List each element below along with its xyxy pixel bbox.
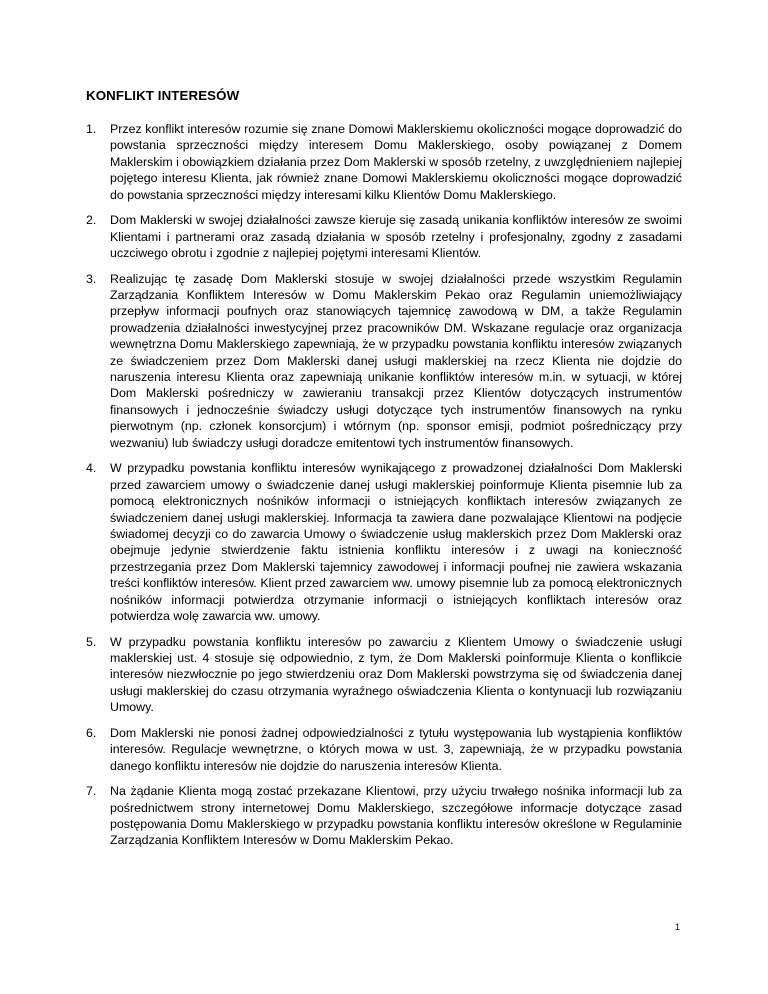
item-text: Przez konflikt interesów rozumie się znane Domowi Maklerskiemu okoliczności mogące doprowadzić do powstania sprzeczności między interesem Domu Maklerskiego, osoby powiązanej z Domem Maklerskim i obowiązkiem działania przez Dom Maklerski w sposób rzetelny, z uwzględnieniem najlepiej pojętego interesu Klienta, jak również znane Domowi Maklerskiemu okoliczności mogące doprowadzić do powstania sprzeczności między interesami kilku Klientów Domu Maklerskiego. xyxy=(110,122,682,202)
item-text: Realizując tę zasadę Dom Maklerski stosuje w swojej działalności przede wszystkim Regulamin Zarządzania Konfliktem Interesów w Domu Maklerskim Pekao oraz Regulamin uniemożliwiający przepływ informacji poufnych oraz stanowiących tajemnicę zawodową w DM, a także Regulamin prowadzenia działalności inwestycyjnej przez pracowników DM. Wskazane regulacje oraz organizacja wewnętrzna Domu Maklerskiego zapewniają, że w przypadku powstania konfliktu interesów związanych ze świadczeniem przez Dom Maklerski danej usługi maklerskiej na rzecz Klienta nie dojdzie do naruszenia interesu Klienta oraz zapewniają unikanie konfliktów interesów m.in. w sytuacji, w której Dom Maklerski pośredniczy w zawieraniu transakcji przez Klientów dotyczących instrumentów finansowych i jednocześnie świadczy usługi dotyczące tych instrumentów finansowych na rynku pierwotnym (np. członek konsorcjum) i wtórnym (np. sponsor emisji, podmiot pośredniczący przy wezwaniu) lub świadczy usługi doradcze emitentowi tych instrumentów finansowych. xyxy=(110,271,682,450)
list-item xyxy=(86,783,682,849)
item-number: 5. xyxy=(86,634,97,649)
item-text: Dom Maklerski w swojej działalności zawsze kieruje się zasadą unikania konfliktów interesów ze swoimi Klientami i partnerami oraz zasadą działania w sposób rzetelny i profesjonalny, zgodny z zasadami uczciwego obrotu i zgodnie z najlepiej pojętymi interesami Klientów. xyxy=(110,213,682,261)
numbered-list xyxy=(86,121,682,858)
item-text: Dom Maklerski nie ponosi żadnej odpowiedzialności z tytułu występowania lub wystąpienia konfliktów interesów. Regulacje wewnętrzne, o których mowa w ust. 3, zapewniają, że w przypadku powstania danego konfliktu interesów nie dojdzie do naruszenia interesów Klienta. xyxy=(110,725,682,773)
item-number: 7. xyxy=(86,784,97,799)
list-item xyxy=(86,271,682,451)
document-title: KONFLIKT INTERESÓW xyxy=(86,88,240,103)
item-number: 1. xyxy=(86,122,97,136)
item-number: 2. xyxy=(86,213,97,228)
item-number: 4. xyxy=(86,461,97,476)
item-text: W przypadku powstania konfliktu interesów po zawarciu z Klientem Umowy o świadczenie usługi maklerskiej ust. 4 stosuje się odpowiednio, z tym, że Dom Maklerski poinformuje Klienta o konflikcie interesów niezwłocznie po jego stwierdzeniu oraz Dom Maklerski powstrzyma się od świadczenia danej usługi maklerskiej do czasu otrzymania wyraźnego oświadczenia Klienta o kontynuacji lub rozwiązaniu Umowy. xyxy=(110,634,682,715)
item-number: 6. xyxy=(86,725,97,740)
list-item xyxy=(86,634,682,716)
item-text: W przypadku powstania konfliktu interesów wynikającego z prowadzonej działalności Dom Maklerski przed zawarciem umowy o świadczenie danej usługi maklerskiej poinformuje Klienta pisemnie lub za pomocą elektronicznych nośników informacji o istniejących konfliktach interesów związanych ze świadczeniem danej usługi maklerskiej. Informacja ta zawiera dane pozwalające Klientowi na podjęcie świadomej decyzji co do zawarcia Umowy o świadczenie usług maklerskich przez Dom Maklerski oraz obejmuje jedynie stwierdzenie faktu istnienia konfliktu interesów i z uwagi na konieczność przestrzegania przez Dom Maklerski tajemnicy zawodowej i informacji poufnej nie zawiera wskazania treści konfliktów interesów. Klient przed zawarciem ww. umowy pisemnie lub za pomocą elektronicznych nośników informacji potwierdza otrzymanie informacji o istniejących konfliktach interesów oraz potwierdza wolę zawarcia ww. umowy. xyxy=(110,461,682,623)
item-number: 3. xyxy=(86,271,97,286)
list-item xyxy=(86,121,682,203)
item-text: Na żądanie Klienta mogą zostać przekazane Klientowi, przy użyciu trwałego nośnika informacji lub za pośrednictwem strony internetowej Domu Maklerskiego, szczegółowe informacje dotyczące zasad postępowania Domu Maklerskiego w przypadku powstania konfliktu interesów określone w Regulaminie Zarządzania Konfliktem Interesów w Domu Maklerskim Pekao. xyxy=(110,784,682,848)
list-item xyxy=(86,725,682,774)
list-item xyxy=(86,212,682,261)
list-item xyxy=(86,460,682,624)
page-number: 1 xyxy=(674,922,680,932)
